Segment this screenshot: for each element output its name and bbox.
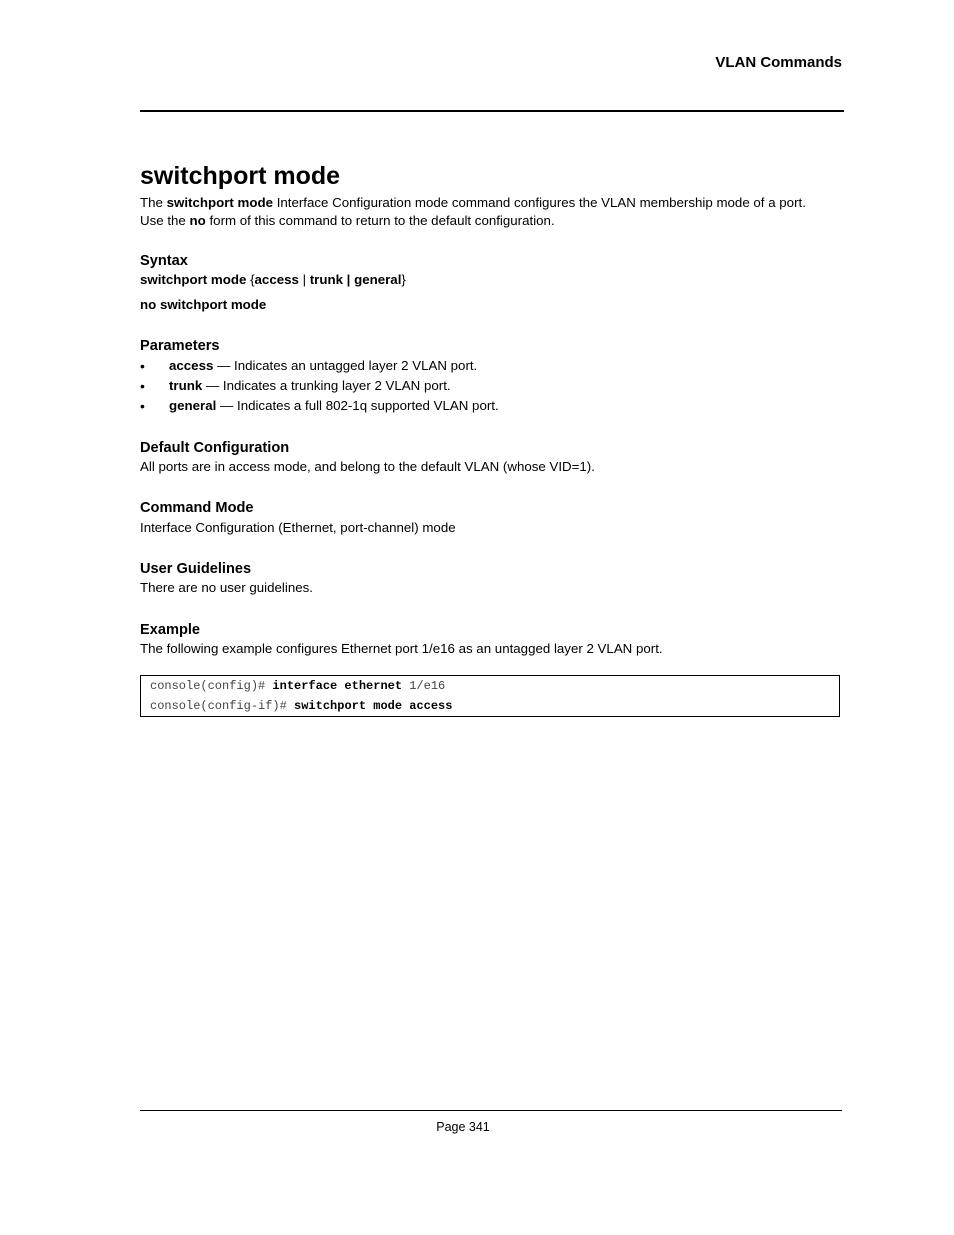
footer-rule [140, 1110, 842, 1111]
parameter-desc: — Indicates an untagged layer 2 VLAN port. [213, 358, 478, 373]
syntax-heading: Syntax [140, 253, 188, 269]
parameter-desc: — Indicates a full 802-1q supported VLAN port. [216, 398, 499, 413]
syntax-line-1 [140, 271, 406, 289]
intro-p1-pre: The [140, 195, 167, 210]
parameters-heading: Parameters [140, 338, 220, 354]
syntax-options-rest: trunk | general [309, 272, 402, 287]
code-prompt: console(config-if)# [150, 699, 295, 713]
code-prompt: console(config)# [150, 679, 273, 693]
syntax-separator: | [298, 272, 310, 287]
bullet-icon: • [140, 358, 145, 374]
bullet-icon: • [140, 378, 145, 394]
parameter-term: general [169, 398, 217, 413]
parameter-desc: — Indicates a trunking layer 2 VLAN port. [202, 378, 451, 393]
header-rule [140, 110, 844, 112]
syntax-brace-open: { [250, 272, 255, 287]
parameter-term: trunk [169, 378, 203, 393]
command-mode-heading: Command Mode [140, 500, 254, 516]
user-guidelines-heading: User Guidelines [140, 561, 252, 577]
example-heading: Example [140, 622, 201, 638]
intro-p1-bold: switchport mode [166, 195, 273, 210]
syntax-cmd: switchport mode [140, 272, 251, 287]
syntax-option-access: access [254, 272, 299, 287]
intro-p2-bold: no [189, 212, 206, 228]
page-number: Page 341 [436, 1120, 490, 1134]
code-command: interface ethernet [272, 679, 403, 693]
default-config-heading: Default Configuration [140, 440, 290, 456]
user-guidelines-text: There are no user guidelines. [140, 580, 313, 595]
code-command: switchport mode access [294, 699, 453, 713]
code-line [150, 699, 452, 713]
code-example-box [140, 675, 840, 717]
code-line [150, 679, 445, 693]
default-config-text: All ports are in access mode, and belong to the default VLAN (whose VID=1). [140, 459, 595, 474]
page-title: switchport mode [140, 162, 341, 190]
example-text: The following example configures Ethernet port 1/e16 as an untagged layer 2 VLAN port. [140, 641, 663, 656]
command-mode-text: Interface Configuration (Ethernet, port-channel) mode [140, 520, 456, 535]
syntax-brace-close: } [401, 272, 406, 287]
bullet-icon: • [140, 398, 145, 414]
intro-p2-post: form of this command to return to the default configuration. [205, 212, 555, 228]
syntax-line-2: no switchport mode [140, 297, 267, 312]
intro-p1-post: Interface Configuration mode command configures the VLAN membership mode of a port. [273, 195, 806, 210]
intro-p2-pre: Use the [140, 212, 190, 228]
intro-text [140, 194, 850, 229]
parameter-term: access [169, 358, 214, 373]
running-header: VLAN Commands [715, 54, 842, 71]
code-argument: 1/e16 [402, 679, 446, 693]
